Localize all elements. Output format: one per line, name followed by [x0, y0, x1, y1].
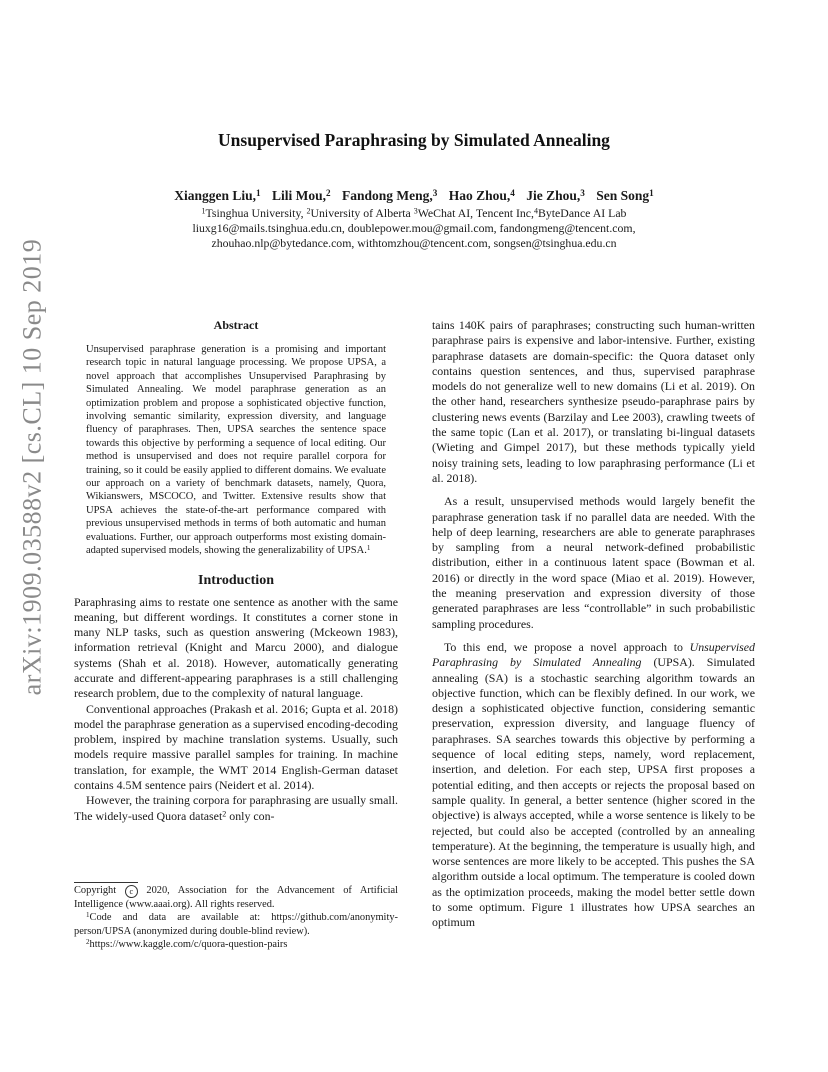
right-column: [432, 318, 755, 931]
author: Lili Mou,$^2$: [272, 187, 331, 203]
author: Fandong Meng,$^3$: [342, 187, 438, 203]
paragraph: However, the training corpora for paraphrasing are usually small. The widely-used Quora dataset$^2$ only con-: [74, 793, 398, 823]
author: Sen Song$^1$: [596, 187, 654, 203]
email-line: liuxg16@mails.tsinghua.edu.cn, doublepower.mou@gmail.com, fandongmeng@tencent.com,: [192, 221, 636, 235]
abstract-text: Unsupervised paraphrase generation is a promising and important research topic in natural language processing. We propose UPSA, a novel approach that accomplishes Unsupervised Paraphrasing by Simulated Annealing. We model paraphrase generation as an optimization problem and propose a sophisticated objective function, involving semantic similarity, expression diversity, and language fluency of paraphrases. Then, UPSA searches the sentence space towards this objective by performing a sequence of local editing. Our method is unsupervised and does not require parallel corpora for training, so it could be easily applied to different domains. We evaluate our approach on a variety of benchmark datasets, namely, Quora, Wikianswers, MSCOCO, and Twitter. Extensive results show that UPSA achieves the state-of-the-art performance compared with previous unsupervised methods in terms of both automatic and human evaluations. Further, our approach outperforms most existing domain-adapted supervised models, showing the generalizability of UPSA.$^1$: [86, 344, 386, 557]
copyright-notice: Copyright c 2020, Association for the Advancement of Artificial Intelligence (www.aaai.org). All rights reserved.: [74, 885, 398, 910]
section-heading-introduction: Introduction: [198, 572, 274, 588]
author-list: [0, 188, 828, 204]
arxiv-stamp-text: arXiv:1909.03588v2 [cs.CL] 10 Sep 2019: [17, 238, 46, 696]
abstract-heading: Abstract: [213, 318, 259, 332]
footnote: $^2$https://www.kaggle.com/c/quora-question-pairs: [86, 937, 288, 950]
author: Jie Zhou,$^3$: [526, 187, 585, 203]
author: Xianggen Liu,$^1$: [174, 187, 261, 203]
affiliation-line: $^1$Tsinghua University, $^2$University of Alberta $^3$WeChat AI, Tencent Inc,$^4$ByteDance AI Lab: [201, 206, 627, 220]
author: Hao Zhou,$^4$: [448, 187, 515, 203]
paragraph: Conventional approaches (Prakash et al. 2016; Gupta et al. 2018) model the paraphrase generation as a supervised encoding-decoding problem, inspired by machine translation systems. Usually, such models require massive parallel samples for training. In machine translation, for example, the WMT 2014 English-German dataset contains 4.5M sentence pairs (Neidert et al. 2014).: [74, 701, 398, 793]
copyright-icon: c: [125, 885, 138, 898]
paragraph: As a result, unsupervised methods would largely benefit the paraphrase generation task if no parallel data are needed. With the help of deep learning, researchers are able to generate paraphrases by sampling from a neural network-defined probabilistic distribution, either in a continuous latent space (Bowman et al. 2016) or directly in the word space (Miao et al. 2019). However, the meaning preservation and expression diversity of those generated paraphrases are less “controllable” in such probabilistic sampling procedures.: [432, 494, 755, 631]
paragraph: Paraphrasing aims to restate one sentence as another with the same meaning, but different wordings. It constitutes a corner stone in many NLP tasks, such as question answering (Mckeown 1983), information retrieval (Knight and Marcu 2000), and dialogue systems (Shah et al. 2018). However, automatically generating accurate and different-appearing paraphrases is a still challenging research problem, due to the complexity of natural language.: [74, 594, 398, 701]
affiliations: [0, 206, 828, 251]
footnotes: [74, 884, 398, 951]
paragraph: tains 140K pairs of paraphrases; constructing such human-written paraphrase pairs is expensive and labor-intensive. Further, existing paraphrase datasets are domain-specific: the Quora dataset only contains question sentences, and thus, supervised paraphrase models do not generalize well to new domains (Li et al. 2019). On the other hand, researchers synthesize pseudo-paraphrase pairs by clustering news events (Barzilay and Lee 2003), crawling tweets of the same topic (Lan et al. 2017), or translating bi-lingual datasets (Wieting and Gimpel 2017), but these methods typically yield noisy training sets, leading to low paraphrasing performance (Li et al. 2018).: [432, 318, 755, 485]
footnote-divider: [74, 882, 138, 883]
email-line: zhouhao.nlp@bytedance.com, withtomzhou@tencent.com, songsen@tsinghua.edu.cn: [211, 236, 617, 250]
paragraph: To this end, we propose a novel approach to Unsupervised Paraphrasing by Simulated Annealing (UPSA). Simulated annealing (SA) is a stochastic searching algorithm towards an objective function, which can be flexibly defined. In our work, we design a sophisticated objective function, considering semantic preservation, expression diversity, and language fluency of paraphrases. SA searches towards this objective by performing a sequence of local editing steps, namely, word replacement, insertion, and deletion. For each step, UPSA first proposes a potential editing, and then accepts or rejects the proposal based on sample quality. In general, a better sentence (higher scored in the objective) is always accepted, while a worse sentence is likely to be rejected, but could also be accepted (controlled by an annealing temperature). At the beginning, the temperature is usually high, and worse sentences are more likely to be accepted. This pushes the SA algorithm outside a local optimum. The temperature is cooled down as the optimization proceeds, making the model better settle down to some optimum. Figure 1 illustrates how UPSA searches an optimum: [432, 639, 755, 930]
arxiv-stamp: [2, 238, 62, 696]
footnote: $^1$Code and data are available at: https://github.com/anonymity-person/UPSA (anonymized during double-blind review).: [74, 911, 398, 937]
paper-title: Unsupervised Paraphrasing by Simulated Annealing: [218, 130, 610, 150]
left-column: [74, 318, 398, 824]
